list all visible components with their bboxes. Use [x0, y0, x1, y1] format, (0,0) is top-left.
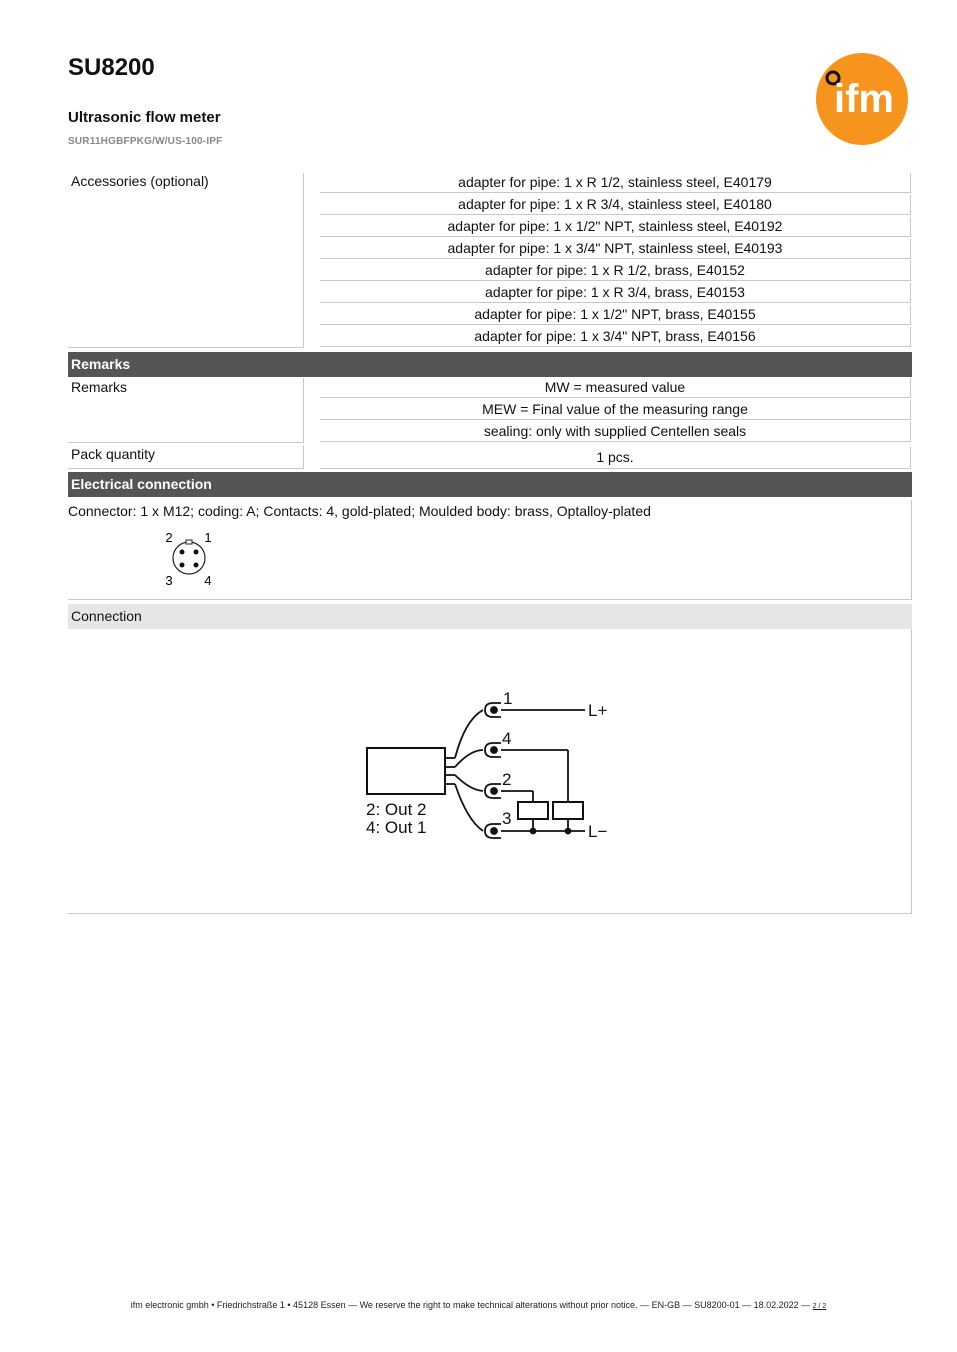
pin3-label: 3: [502, 809, 512, 828]
accessory-item: adapter for pipe: 1 x R 1/2, stainless steel, E40179: [320, 173, 911, 193]
pin1-label: 1: [503, 689, 513, 708]
remark-item: MEW = Final value of the measuring range: [320, 400, 911, 420]
label-divider: [303, 378, 304, 443]
remark-item: MW = measured value: [320, 378, 911, 398]
l-minus-label: L−: [588, 822, 608, 841]
out2-label: 2: Out 2: [366, 800, 427, 819]
wiring-diagram: [355, 680, 625, 855]
footer-text: ifm electronic gmbh • Friedrichstraße 1 • 45128 Essen — We reserve the right to make technical alterations without prior notice. — EN-GB — SU8200-01 — 18.02.2022 —: [130, 1300, 811, 1310]
accessory-item: adapter for pipe: 1 x 1/2" NPT, brass, E40155: [320, 305, 911, 325]
connector-description: Connector: 1 x M12; coding: A; Contacts: 4, gold-plated; Moulded body: brass, Optalloy-plated: [68, 503, 651, 519]
page-footer: [0, 1300, 957, 1310]
pin-label: 3: [165, 573, 173, 588]
electrical-section-header: Electrical connection: [68, 472, 912, 497]
remarks-section-header: Remarks: [68, 352, 912, 377]
ifm-logo: [815, 52, 909, 146]
pin-label: 2: [165, 530, 173, 545]
connection-header: Connection: [68, 604, 912, 629]
out1-label: 4: Out 1: [366, 818, 427, 837]
accessory-item: adapter for pipe: 1 x 1/2" NPT, stainless steel, E40192: [320, 217, 911, 237]
pin-label: 4: [204, 573, 212, 588]
product-title: SU8200: [68, 54, 155, 81]
accessories-label: Accessories (optional): [71, 173, 209, 189]
label-bottom-border: [68, 442, 304, 443]
pack-quantity-value: 1 pcs.: [320, 447, 911, 469]
m12-connector-pinout: [155, 526, 225, 590]
pack-quantity-label: Pack quantity: [71, 446, 156, 462]
label-divider: [303, 173, 304, 348]
accessory-item: adapter for pipe: 1 x R 1/2, brass, E40152: [320, 261, 911, 281]
label-bottom-border: [68, 468, 304, 469]
l-plus-label: L+: [588, 701, 608, 720]
accessory-item: adapter for pipe: 1 x R 3/4, brass, E40153: [320, 283, 911, 303]
accessory-item: adapter for pipe: 1 x 3/4" NPT, stainless steel, E40193: [320, 239, 911, 259]
pin2-label: 2: [502, 770, 512, 789]
remark-item: sealing: only with supplied Centellen seals: [320, 422, 911, 442]
remarks-label: Remarks: [71, 379, 128, 395]
pin4-label: 4: [502, 729, 512, 748]
logo-text: ifm: [834, 77, 894, 121]
label-bottom-border: [68, 347, 304, 348]
accessory-item: adapter for pipe: 1 x R 3/4, stainless steel, E40180: [320, 195, 911, 215]
product-subtitle: Ultrasonic flow meter: [68, 109, 221, 126]
article-code: SUR11HGBFPKG/W/US-100-IPF: [68, 136, 223, 147]
page-number: 2 / 2: [812, 1303, 827, 1310]
accessory-item: adapter for pipe: 1 x 3/4" NPT, brass, E40156: [320, 327, 911, 347]
label-divider: [303, 445, 304, 469]
pin-label: 1: [204, 530, 212, 545]
